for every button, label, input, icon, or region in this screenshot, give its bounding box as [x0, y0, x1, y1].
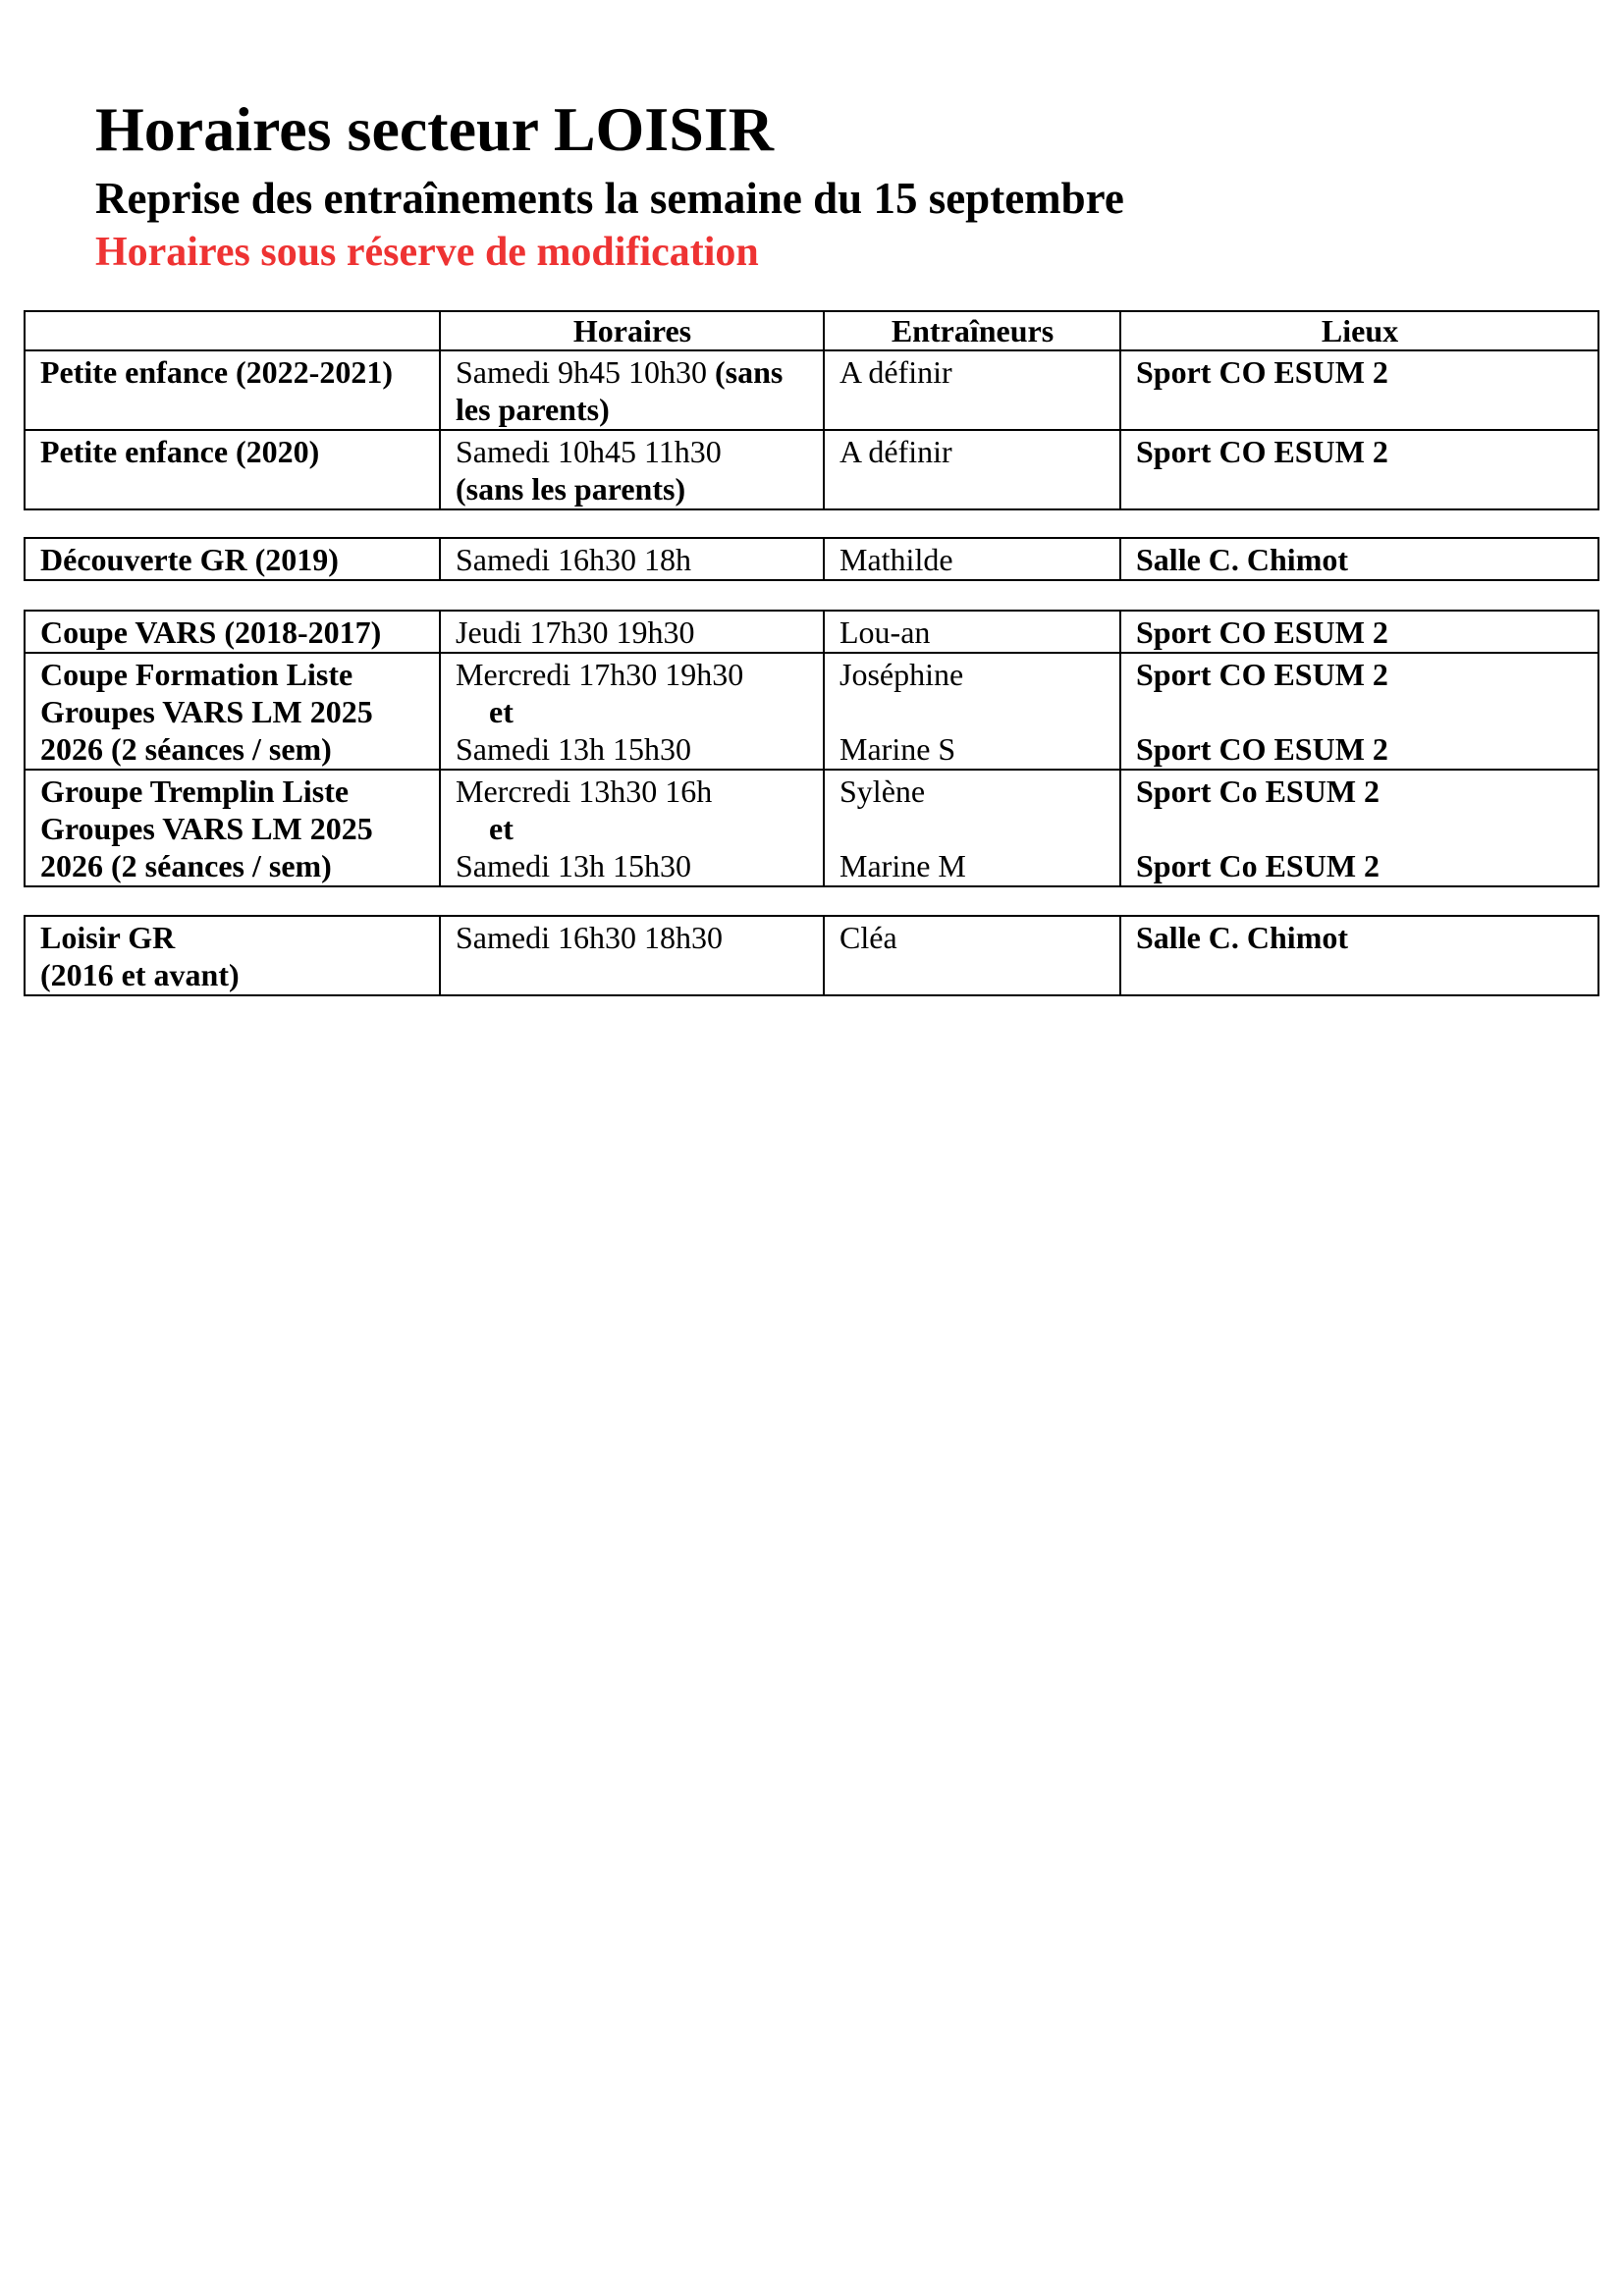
location-text: Sport Co ESUM 2	[1136, 848, 1380, 883]
group-cell	[25, 770, 440, 886]
location-text: Sport CO ESUM 2	[1136, 657, 1388, 692]
location-cell	[1120, 770, 1598, 886]
table-row	[25, 538, 1598, 580]
group-cell: Coupe VARS (2018-2017)	[25, 611, 440, 653]
schedule-text: Mercredi 13h30 16h	[456, 774, 713, 809]
table-row	[25, 770, 1598, 886]
group-line: Groupe Tremplin Liste	[40, 774, 350, 809]
location-text: Sport Co ESUM 2	[1136, 774, 1380, 809]
column-header-lieux: Lieux	[1120, 311, 1598, 350]
group-line: Groupes VARS LM 2025	[40, 811, 373, 846]
coach-cell: A définir	[824, 430, 1120, 509]
schedule-table-block-1	[24, 310, 1599, 510]
location-cell: Salle C. Chimot	[1120, 538, 1598, 580]
coach-cell: Cléa	[824, 916, 1120, 995]
schedule-cell	[440, 770, 824, 886]
schedule-joiner: et	[489, 811, 514, 846]
group-cell	[25, 916, 440, 995]
table-row	[25, 653, 1598, 770]
location-cell: Sport CO ESUM 2	[1120, 611, 1598, 653]
group-line: (2016 et avant)	[40, 957, 240, 992]
group-line: 2026 (2 séances / sem)	[40, 848, 332, 883]
schedule-text: Mercredi 17h30 19h30	[456, 657, 744, 692]
column-header-group	[25, 311, 440, 350]
schedule-note-cont: les parents)	[456, 392, 610, 427]
schedule-cell: Jeudi 17h30 19h30	[440, 611, 824, 653]
location-cell	[1120, 653, 1598, 770]
coach-text: Sylène	[839, 774, 926, 809]
schedule-cell	[440, 350, 824, 430]
coach-text: Marine S	[839, 731, 956, 767]
location-cell: Sport CO ESUM 2	[1120, 350, 1598, 430]
group-cell	[25, 653, 440, 770]
page-subtitle: Reprise des entraînements la semaine du 15 septembre	[95, 174, 1124, 223]
modification-notice: Horaires sous réserve de modification	[95, 230, 759, 275]
location-cell: Sport CO ESUM 2	[1120, 430, 1598, 509]
group-cell: Découverte GR (2019)	[25, 538, 440, 580]
table-row	[25, 916, 1598, 995]
page-title: Horaires secteur LOISIR	[95, 94, 774, 164]
coach-text: Joséphine	[839, 657, 964, 692]
table-header-row	[25, 311, 1598, 350]
schedule-text: Samedi 9h45 10h30	[456, 354, 707, 390]
column-header-horaires: Horaires	[440, 311, 824, 350]
table-row	[25, 350, 1598, 430]
coach-cell: Lou-an	[824, 611, 1120, 653]
group-line: Coupe Formation Liste	[40, 657, 353, 692]
schedule-text: Samedi 10h45 11h30	[456, 434, 722, 469]
table-row	[25, 430, 1598, 509]
schedule-cell	[440, 653, 824, 770]
coach-cell	[824, 653, 1120, 770]
group-line: 2026 (2 séances / sem)	[40, 731, 332, 767]
location-text: Sport CO ESUM 2	[1136, 731, 1388, 767]
schedule-text: Samedi 13h 15h30	[456, 731, 691, 767]
coach-cell	[824, 770, 1120, 886]
group-cell: Petite enfance (2022-2021)	[25, 350, 440, 430]
group-cell: Petite enfance (2020)	[25, 430, 440, 509]
coach-text: Marine M	[839, 848, 966, 883]
column-header-entraineurs: Entraîneurs	[824, 311, 1120, 350]
schedule-table-block-2	[24, 537, 1599, 581]
coach-cell: A définir	[824, 350, 1120, 430]
schedule-cell	[440, 430, 824, 509]
schedule-note: (sans	[714, 354, 784, 390]
schedule-table-block-4	[24, 915, 1599, 996]
group-line: Groupes VARS LM 2025	[40, 694, 373, 729]
group-line: Loisir GR	[40, 920, 176, 955]
schedule-table-block-3	[24, 610, 1599, 887]
schedule-cell: Samedi 16h30 18h	[440, 538, 824, 580]
table-row	[25, 611, 1598, 653]
schedule-joiner: et	[489, 694, 514, 729]
coach-cell: Mathilde	[824, 538, 1120, 580]
location-cell: Salle C. Chimot	[1120, 916, 1598, 995]
schedule-text: Samedi 13h 15h30	[456, 848, 691, 883]
schedule-cell: Samedi 16h30 18h30	[440, 916, 824, 995]
schedule-note: (sans les parents)	[456, 471, 686, 507]
